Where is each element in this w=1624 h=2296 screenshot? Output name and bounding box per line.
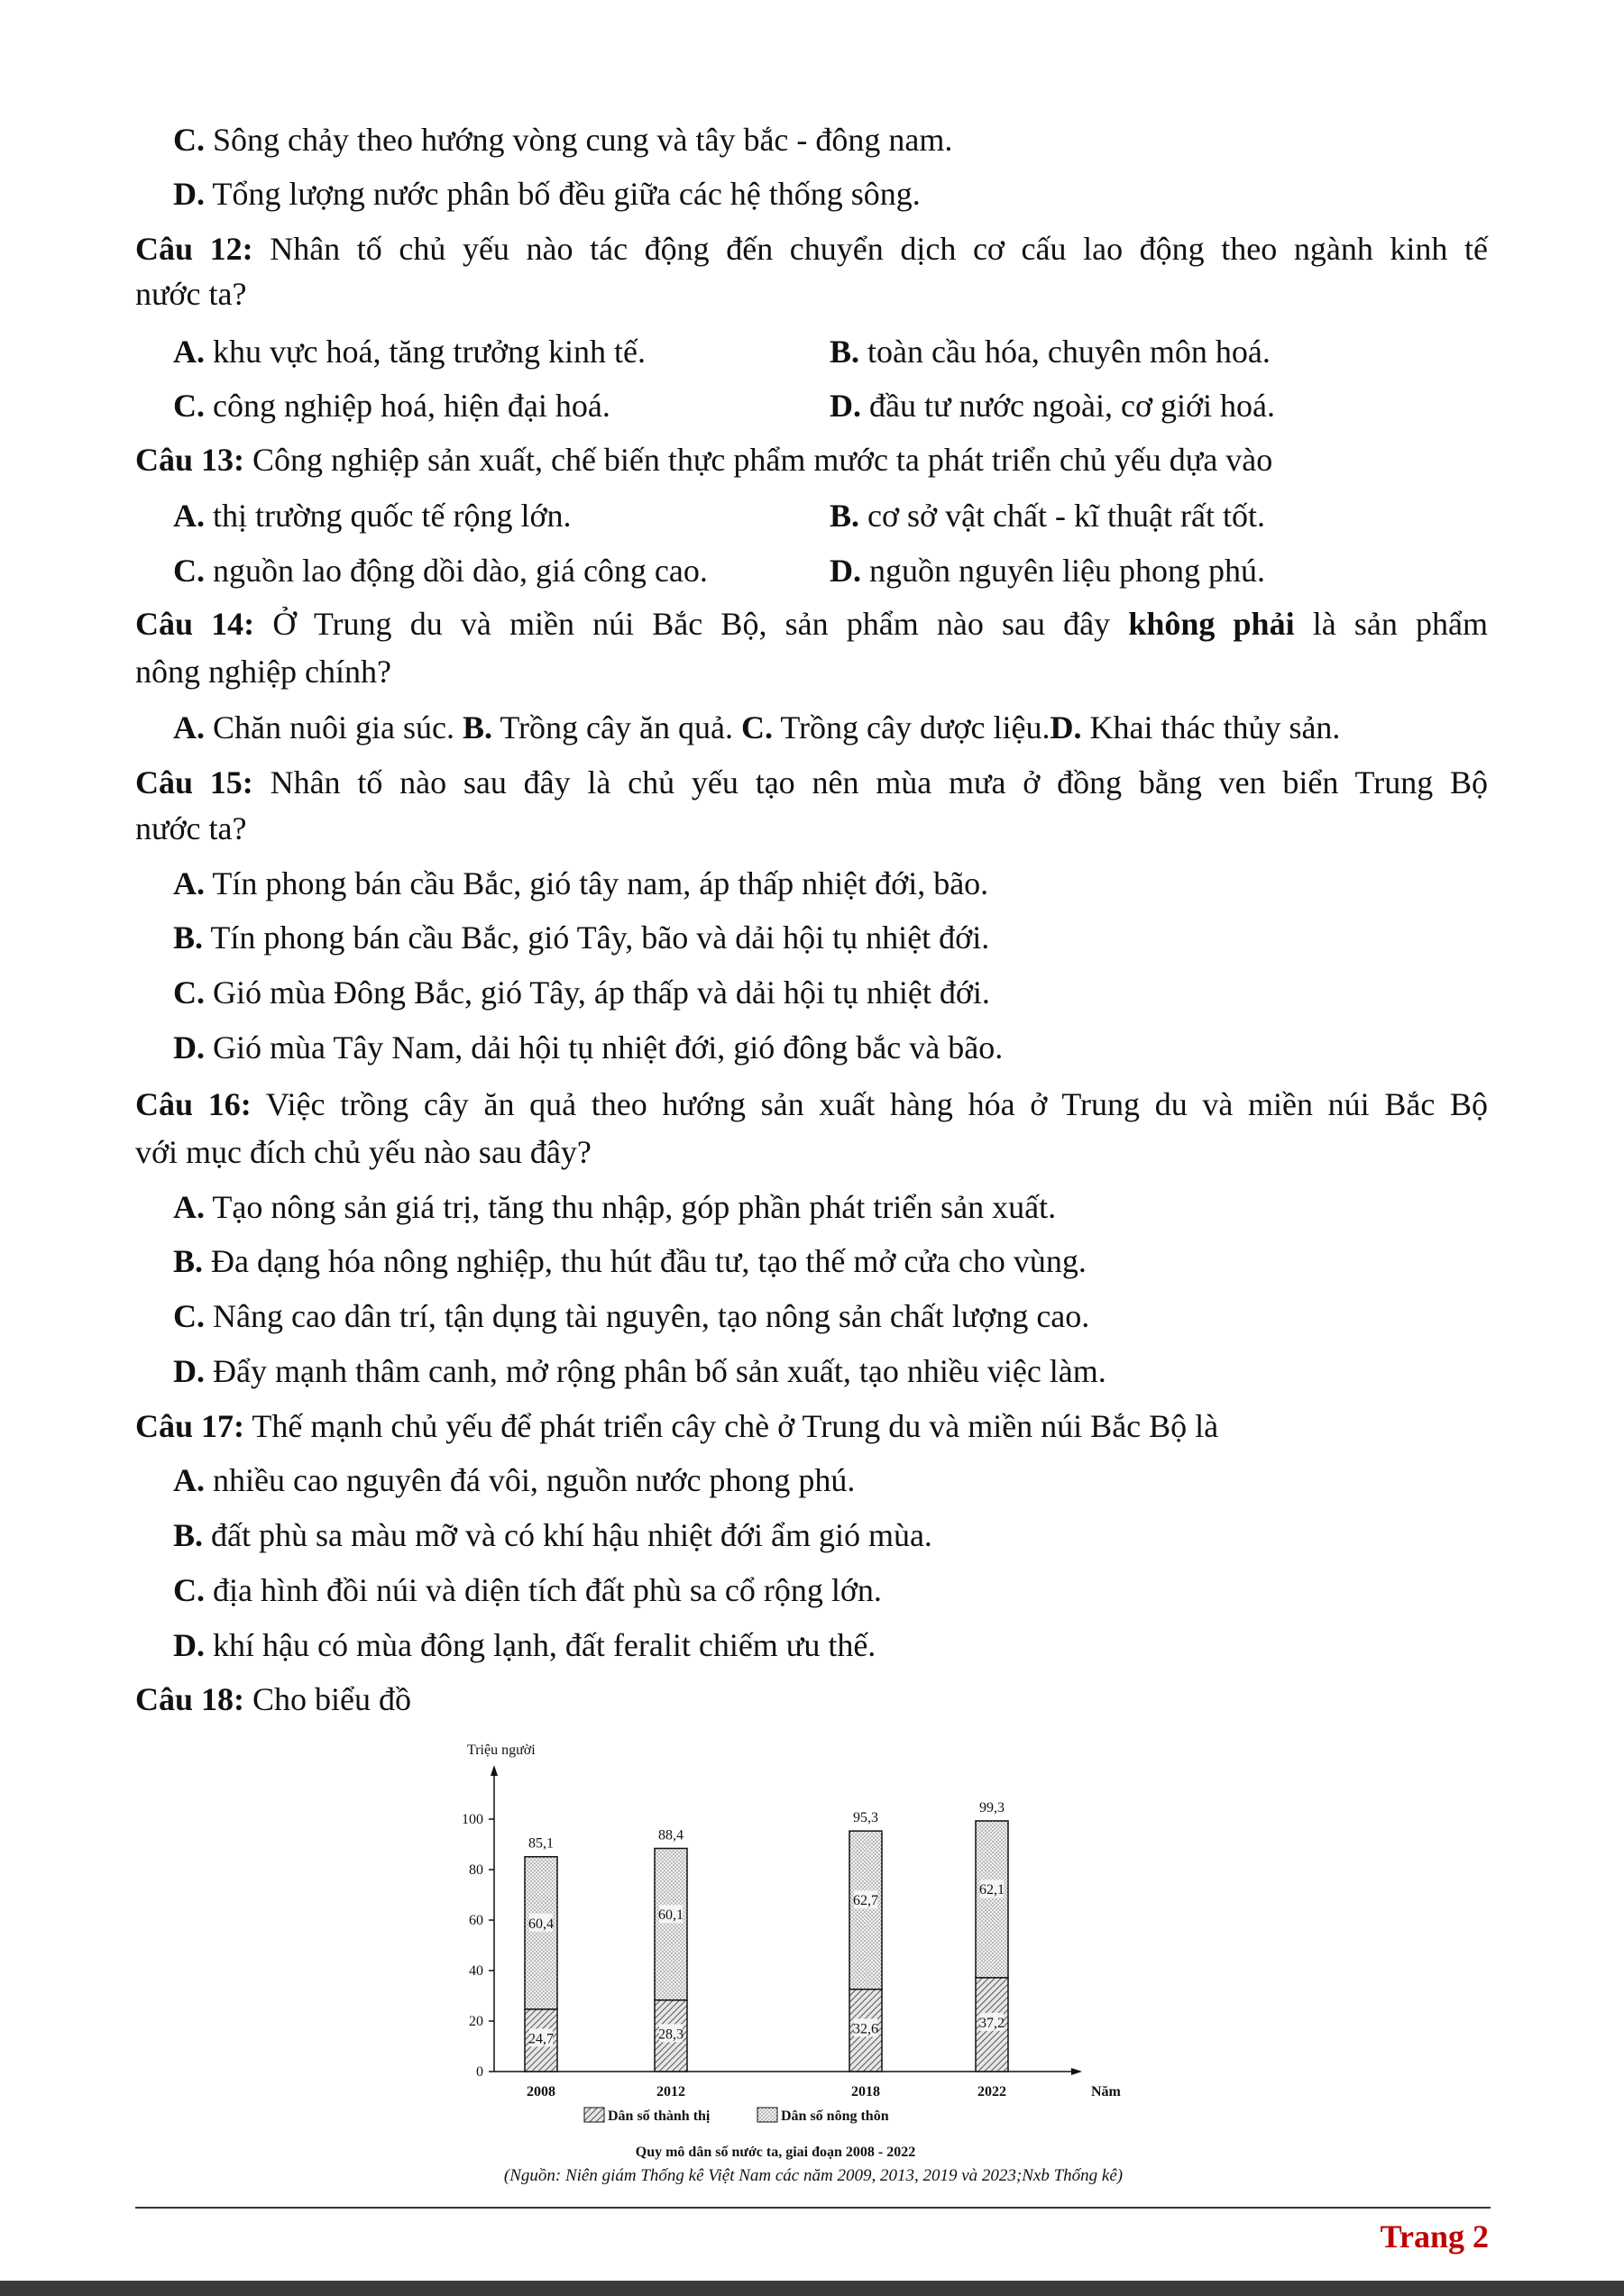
q15-option-a: A. Tín phong bán cầu Bắc, gió tây nam, áp thấp nhiệt đới, bão. xyxy=(173,865,989,901)
bar-rural xyxy=(655,1848,687,1999)
q12-stem: Câu 12: Nhân tố chủ yếu nào tác động đến chuyển dịch cơ cấu lao động theo ngành kinh tế xyxy=(135,231,1488,267)
y-tick-label: 0 xyxy=(476,2064,483,2080)
x-tick-label: 2022 xyxy=(977,2084,1006,2099)
q12-option-d: D. đầu tư nước ngoài, cơ giới hoá. xyxy=(830,388,1276,424)
urban-value-label: 24,7 xyxy=(528,2031,554,2047)
urban-value-label: 32,6 xyxy=(853,2021,878,2037)
q15-stem-cont: nước ta? xyxy=(135,810,247,846)
chart-title: Quy mô dân số nước ta, giai đoạn 2008 - 2022 xyxy=(635,2145,916,2160)
population-chart xyxy=(440,1729,1188,2198)
chart-svg xyxy=(440,1729,1188,2171)
y-axis-arrow xyxy=(491,1765,498,1776)
page-number: Trang 2 xyxy=(1380,2218,1489,2255)
footer-divider xyxy=(135,2207,1491,2209)
q16-option-b: B. Đa dạng hóa nông nghiệp, thu hút đầu tư, tạo thế mở cửa cho vùng. xyxy=(173,1243,1087,1279)
q11-option-d: D. Tổng lượng nước phân bố đều giữa các hệ thống sông. xyxy=(173,176,921,212)
q16-option-a: A. Tạo nông sản giá trị, tăng thu nhập, góp phần phát triển sản xuất. xyxy=(173,1189,1057,1225)
legend-rural-swatch xyxy=(757,2108,777,2122)
y-tick-label: 60 xyxy=(469,1913,483,1928)
q11-option-c: C. Sông chảy theo hướng vòng cung và tây bắc - đông nam. xyxy=(173,122,953,158)
q12-option-a: A. khu vực hoá, tăng trưởng kinh tế. xyxy=(173,334,646,370)
chart-source: (Nguồn: Niên giám Thống kê Việt Nam các năm 2009, 2013, 2019 và 2023;Nxb Thống kê) xyxy=(503,2166,1124,2185)
q15-option-b: B. Tín phong bán cầu Bắc, gió Tây, bão và dải hội tụ nhiệt đới. xyxy=(173,919,990,956)
q13-option-b: B. cơ sở vật chất - kĩ thuật rất tốt. xyxy=(830,498,1265,534)
q15-option-c: C. Gió mùa Đông Bắc, gió Tây, áp thấp và dải hội tụ nhiệt đới. xyxy=(173,974,990,1011)
legend-urban-swatch xyxy=(584,2108,604,2122)
legend-rural-label: Dân số nông thôn xyxy=(781,2108,889,2124)
bar-rural xyxy=(976,1821,1008,1978)
q13-stem: Câu 13: Công nghiệp sản xuất, chế biến thực phẩm mước ta phát triển chủ yếu dựa vào xyxy=(135,442,1273,478)
q15-option-d: D. Gió mùa Tây Nam, dải hội tụ nhiệt đới, gió đông bắc và bão. xyxy=(173,1029,1004,1066)
q14-stem-cont: nông nghiệp chính? xyxy=(135,654,391,690)
q14-options: A. Chăn nuôi gia súc. B. Trồng cây ăn quả. C. Trồng cây dược liệu.D. Khai thác thủy sản. xyxy=(173,709,1341,746)
q15-stem: Câu 15: Nhân tố nào sau đây là chủ yếu tạo nên mùa mưa ở đồng bằng ven biển Trung Bộ xyxy=(135,764,1488,800)
q13-option-a: A. thị trường quốc tế rộng lớn. xyxy=(173,498,572,534)
q13-option-d: D. nguồn nguyên liệu phong phú. xyxy=(830,553,1265,589)
bottom-bar xyxy=(0,2281,1624,2296)
y-tick-label: 20 xyxy=(469,2014,483,2029)
q18-stem: Câu 18: Cho biểu đồ xyxy=(135,1681,412,1717)
x-tick-label: 2012 xyxy=(656,2084,685,2099)
q12-stem-cont: nước ta? xyxy=(135,276,247,312)
rural-value-label: 60,1 xyxy=(658,1907,684,1924)
x-tick-label: 2008 xyxy=(527,2084,555,2099)
rural-value-label: 62,7 xyxy=(853,1893,878,1909)
q16-option-c: C. Nâng cao dân trí, tận dụng tài nguyên, tạo nông sản chất lượng cao. xyxy=(173,1298,1090,1334)
urban-value-label: 37,2 xyxy=(979,2015,1005,2031)
bar-rural xyxy=(525,1857,557,2009)
y-tick-label: 40 xyxy=(469,1963,483,1979)
bar-total-label: 95,3 xyxy=(853,1810,878,1826)
q16-stem: Câu 16: Việc trồng cây ăn quả theo hướng sản xuất hàng hóa ở Trung du và miền núi Bắc Bộ xyxy=(135,1086,1488,1122)
rural-value-label: 62,1 xyxy=(979,1882,1005,1898)
bar-total-label: 88,4 xyxy=(658,1827,684,1843)
rural-value-label: 60,4 xyxy=(528,1916,554,1932)
bar-total-label: 85,1 xyxy=(528,1835,554,1852)
bar-total-label: 99,3 xyxy=(979,1799,1005,1816)
q16-option-d: D. Đẩy mạnh thâm canh, mở rộng phân bố sản xuất, tạo nhiều việc làm. xyxy=(173,1353,1106,1389)
q16-stem-cont: với mục đích chủ yếu nào sau đây? xyxy=(135,1134,592,1170)
q17-option-b: B. đất phù sa màu mỡ và có khí hậu nhiệt đới ẩm gió mùa. xyxy=(173,1517,932,1553)
q12-option-b: B. toàn cầu hóa, chuyên môn hoá. xyxy=(830,334,1271,370)
q13-option-c: C. nguồn lao động dồi dào, giá công cao. xyxy=(173,553,708,589)
x-axis-label: Năm xyxy=(1091,2084,1121,2099)
q12-option-c: C. công nghiệp hoá, hiện đại hoá. xyxy=(173,388,610,424)
bar-rural xyxy=(849,1831,882,1990)
q17-option-d: D. khí hậu có mùa đông lạnh, đất feralit chiếm ưu thế. xyxy=(173,1627,876,1663)
q17-option-c: C. địa hình đồi núi và diện tích đất phù sa cổ rộng lớn. xyxy=(173,1572,882,1608)
q14-stem: Câu 14: Ở Trung du và miền núi Bắc Bộ, sản phẩm nào sau đây không phải là sản phẩm xyxy=(135,606,1489,642)
q17-option-a: A. nhiều cao nguyên đá vôi, nguồn nước phong phú. xyxy=(173,1462,856,1498)
x-tick-label: 2018 xyxy=(851,2084,880,2099)
q17-stem: Câu 17: Thế mạnh chủ yếu để phát triển cây chè ở Trung du và miền núi Bắc Bộ là xyxy=(135,1408,1219,1444)
y-tick-label: 80 xyxy=(469,1862,483,1878)
legend-urban-label: Dân số thành thị xyxy=(608,2108,711,2124)
urban-value-label: 28,3 xyxy=(658,2026,684,2043)
y-axis-label: Triệu người xyxy=(467,1743,536,1758)
y-tick-label: 100 xyxy=(462,1812,483,1827)
x-axis-arrow xyxy=(1071,2068,1082,2075)
